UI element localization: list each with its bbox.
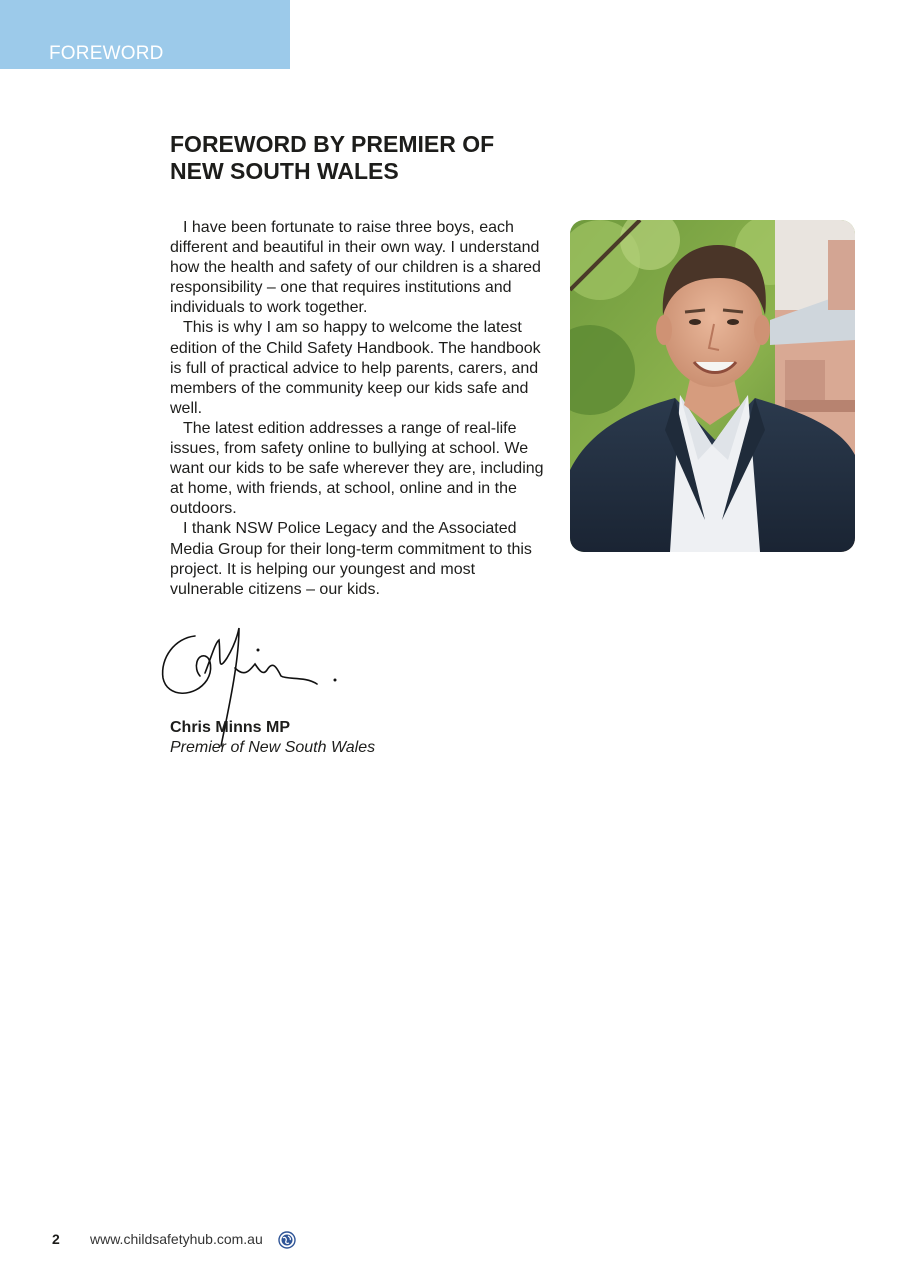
body-paragraph: This is why I am so happy to welcome the latest edition of the Child Safety Handbook. The handbook is full of practical advice to help parents, carers, and members of the community keep our kids safe and well.: [170, 319, 541, 417]
globe-icon: [278, 1231, 296, 1249]
page-number: 2: [52, 1231, 60, 1247]
foreword-body: [170, 218, 550, 600]
section-tab: [0, 0, 290, 69]
body-paragraph: I have been fortunate to raise three boys, each different and beautiful in their own way. I understand how the health and safety of our children is a shared responsibility – one that requires institutions and individuals to work together.: [170, 219, 541, 317]
body-paragraph: I thank NSW Police Legacy and the Associated Media Group for their long-term commitment to this project. It is helping our youngest and most vulnerable citizens – our kids.: [170, 520, 532, 598]
section-label: FOREWORD: [49, 43, 164, 64]
page-title: FOREWORD BY PREMIER OF NEW SOUTH WALES: [170, 131, 495, 184]
premier-portrait-photo: [570, 220, 855, 552]
footer-website-link[interactable]: www.childsafetyhub.com.au: [90, 1231, 263, 1247]
body-paragraph: The latest edition addresses a range of real-life issues, from safety online to bullying at school. We want our kids to be safe wherever they are, including at home, with friends, at school, online and in the outdoors.: [170, 419, 544, 518]
signer-name: Chris Minns MP: [170, 719, 291, 736]
signer-role: Premier of New South Wales: [170, 739, 376, 756]
